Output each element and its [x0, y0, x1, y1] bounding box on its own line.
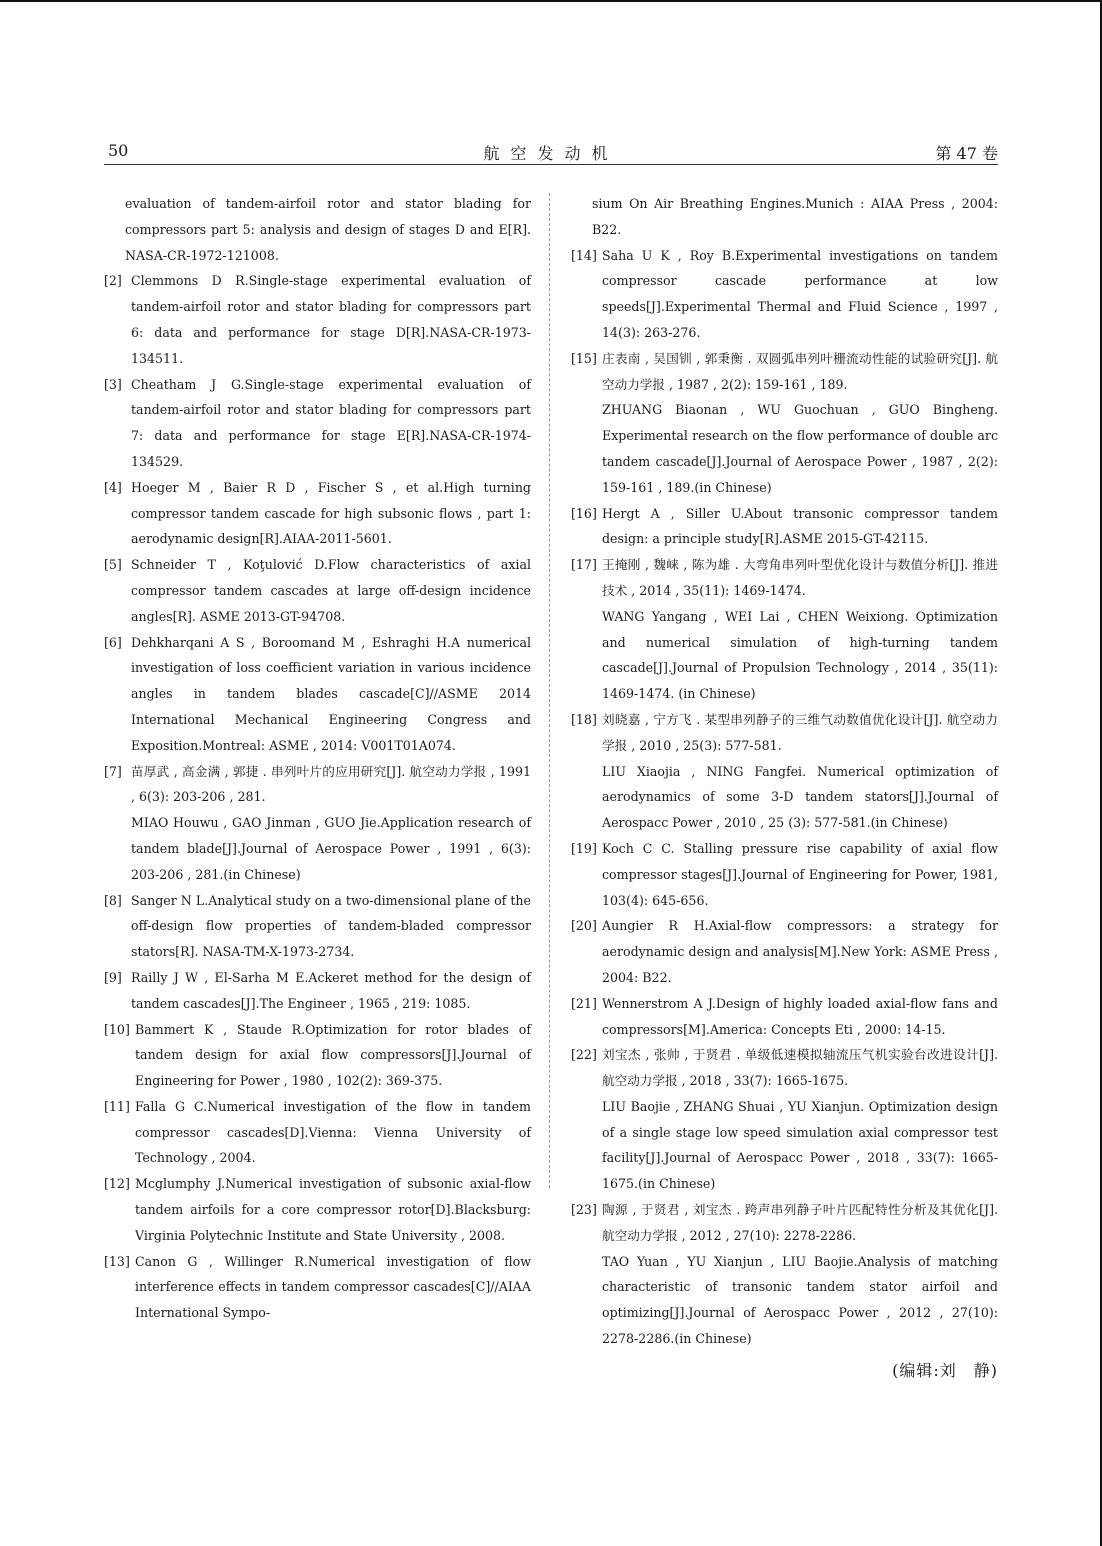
reference-number: [13] [104, 1253, 130, 1269]
reference-entry [571, 913, 998, 990]
reference-entry [571, 552, 998, 707]
reference-number: [5] [104, 557, 122, 573]
reference-text: evaluation of tandem-airfoil rotor and stator blading for compressors part 5: analysis and design of stages D and E[R]. NASA-CR-1972-121008. [125, 196, 531, 263]
reference-entry [571, 707, 998, 836]
reference-english-translation: WANG Yangang , WEI Lai , CHEN Weixiong. Optimization and numerical simulation of high-turning tandem cascade[J].Journal of Propulsion Technology , 2014 , 35(11): 1469-1474. (in Chinese) [602, 608, 998, 702]
reference-text: 王掩刚 , 魏崃 , 陈为雄 . 大弯角串列叶型优化设计与数值分析[J]. 推进技术 , 2014 , 35(11): 1469-1474. [602, 557, 998, 598]
reference-number: [17] [571, 557, 597, 573]
reference-text: 苗厚武 , 高金满 , 郭捷 . 串列叶片的应用研究[J]. 航空动力学报 , 1991 , 6(3): 203-206 , 281. [131, 763, 531, 805]
reference-number: [16] [571, 505, 597, 521]
reference-number: [12] [104, 1176, 130, 1192]
reference-english-translation: ZHUANG Biaonan , WU Guochuan , GUO Bingheng. Experimental research on the flow performance of double arc tandem cascade[J].Journal of Aerospace Power , 1987 , 2(2): 159-161 , 189.(in Chinese) [602, 402, 998, 495]
reference-text: Saha U K , Roy B.Experimental investigations on tandem compressor cascade performance at low speeds[J].Experimental Thermal and Fluid Science , 1997 , 14(3): 263-276. [602, 247, 998, 340]
reference-number: [9] [104, 969, 122, 985]
reference-entry [104, 1017, 531, 1094]
reference-number: [3] [104, 376, 122, 392]
reference-text: 刘宝杰 , 张帅 , 于贤君 . 单级低速模拟轴流压气机实验台改进设计[J]. 航空动力学报 , 2018 , 33(7): 1665-1675. [602, 1047, 998, 1089]
reference-entry [571, 991, 998, 1043]
reference-number: [8] [104, 892, 122, 908]
reference-english-translation: TAO Yuan , YU Xianjun , LIU Baojie.Analysis of matching characteristic of transonic tandem stator airfoil and optimizing[J].Journal of Aerospacc Power , 2012 , 27(10): 2278-2286.(in Chinese) [602, 1253, 998, 1347]
reference-text: sium On Air Breathing Engines.Munich : AIAA Press , 2004: B22. [592, 196, 998, 237]
reference-number: [15] [571, 350, 597, 366]
reference-entry [104, 372, 531, 475]
reference-english-translation: LIU Baojie , ZHANG Shuai , YU Xianjun. Optimization design of a single stage low speed simulation axial compressor test facility[J].Journal of Aerospacc Power , 2018 , 33(7): 1665-1675.(in Chinese) [602, 1098, 998, 1192]
reference-number: [2] [104, 273, 122, 289]
reference-entry [571, 1197, 998, 1352]
reference-text: Canon G , Willinger R.Numerical investigation of flow interference effects in tandem compressor cascades[C]//AIAA International Sympo- [135, 1253, 531, 1321]
reference-text: Schneider T , Koţulović D.Flow characteristics of axial compressor tandem cascades at large off-design incidence angles[R]. ASME 2013-GT-94708. [131, 557, 531, 624]
reference-number: [21] [571, 995, 597, 1011]
reference-entry [571, 836, 998, 913]
reference-number: [7] [104, 763, 122, 779]
reference-entry [571, 501, 998, 553]
reference-entry [104, 759, 531, 888]
reference-text: Railly J W , El-Sarha M E.Ackeret method for the design of tandem cascades[J].The Engineer , 1965 , 219: 1085. [131, 969, 531, 1011]
reference-entry [571, 191, 998, 243]
reference-text: Dehkharqani A S , Boroomand M , Eshraghi H.A numerical investigation of loss coefficient variation in various incidence angles in tandem blades cascade[C]//ASME 2014 International Mechanical Engineering Congress and Exposition.Montreal: ASME , 2014: V001T01A074. [131, 634, 531, 753]
reference-number: [20] [571, 918, 597, 934]
references-right-column [571, 191, 998, 1384]
reference-number: [14] [571, 247, 597, 263]
editor-credit: (编辑:刘 静) [892, 1360, 998, 1380]
reference-number: [22] [571, 1047, 597, 1063]
reference-text: Clemmons D R.Single-stage experimental evaluation of tandem-airfoil rotor and stator blading for compressors part 6: data and performance for stage D[R].NASA-CR-1973-134511. [131, 273, 531, 366]
page-number: 50 [108, 141, 129, 160]
reference-entry [571, 1042, 998, 1197]
references-left-column [104, 191, 531, 1326]
reference-entry [571, 243, 998, 346]
reference-text: Hergt A , Siller U.About transonic compressor tandem design: a principle study[R].ASME 2015-GT-42115. [602, 505, 998, 547]
reference-text: Aungier R H.Axial-flow compressors: a strategy for aerodynamic design and analysis[M].New York: ASME Press , 2004: B22. [602, 918, 998, 985]
reference-text: Falla G C.Numerical investigation of the flow in tandem compressor cascades[D].Vienna: Vienna University of Technology , 2004. [135, 1098, 531, 1166]
journal-title: 航空发动机 [483, 144, 619, 163]
reference-text: Wennerstrom A J.Design of highly loaded axial-flow fans and compressors[M].America: Concepts Eti , 2000: 14-15. [602, 995, 998, 1037]
reference-english-translation: MIAO Houwu , GAO Jinman , GUO Jie.Application research of tandem blade[J].Journal of Aerospace Power , 1991 , 6(3): 203-206 , 281.(in Chinese) [131, 815, 531, 882]
reference-text: Cheatham J G.Single-stage experimental evaluation of tandem-airfoil rotor and stator blading for compressors part 7: data and performance for stage E[R].NASA-CR-1974-134529. [131, 376, 531, 469]
reference-entry [104, 965, 531, 1017]
reference-number: [19] [571, 840, 597, 856]
reference-entry [104, 191, 531, 268]
reference-text: Mcglumphy J.Numerical investigation of subsonic axial-flow tandem airfoils for a core compressor rotor[D].Blacksburg: Virginia Polytechnic Institute and State University , 2008. [135, 1176, 531, 1243]
reference-number: [4] [104, 479, 122, 495]
reference-entry [571, 346, 998, 501]
reference-text: Bammert K , Staude R.Optimization for rotor blades of tandem design for axial flow compressors[J].Journal of Engineering for Power , 1980 , 102(2): 369-375. [135, 1021, 531, 1089]
reference-entry [104, 268, 531, 371]
reference-text: Hoeger M , Baier R D , Fischer S , et al.High turning compressor tandem cascade for high subsonic flows , part 1: aerodynamic design[R].AIAA-2011-5601. [131, 479, 531, 547]
reference-number: [23] [571, 1202, 597, 1218]
reference-entry [104, 888, 531, 965]
reference-entry [104, 552, 531, 629]
volume-label: 第 47 卷 [935, 144, 998, 163]
running-header [104, 138, 998, 164]
reference-entry [104, 1171, 531, 1248]
reference-text: Koch C C. Stalling pressure rise capability of axial flow compressor stages[J].Journal of Engineering for Power, 1981, 103(4): 645-656. [602, 840, 998, 908]
reference-number: [6] [104, 634, 122, 650]
reference-number: [11] [104, 1098, 130, 1114]
reference-entry [104, 475, 531, 552]
reference-entry [104, 630, 531, 759]
reference-text: 陶源 , 于贤君 , 刘宝杰 . 跨声串列静子叶片匹配特性分析及其优化[J]. 航空动力学报 , 2012 , 27(10): 2278-2286. [602, 1202, 998, 1243]
reference-number: [18] [571, 711, 597, 727]
reference-entry [104, 1094, 531, 1171]
reference-text: Sanger N L.Analytical study on a two-dimensional plane of the off-design flow properties of tandem-bladed compressor stators[R]. NASA-TM-X-1973-2734. [131, 892, 531, 960]
reference-english-translation: LIU Xiaojia , NING Fangfei. Numerical optimization of aerodynamics of some 3-D tandem stators[J].Journal of Aerospacc Power , 2010 , 25 (3): 577-581.(in Chinese) [602, 763, 998, 831]
reference-number: [10] [104, 1021, 130, 1037]
page-top-border [0, 0, 1102, 2]
column-divider [549, 193, 550, 1188]
reference-text: 刘晓嘉 , 宁方飞 . 某型串列静子的三维气动数值优化设计[J]. 航空动力学报 , 2010 , 25(3): 577-581. [602, 711, 998, 753]
reference-entry [104, 1249, 531, 1326]
header-rule [104, 164, 998, 165]
reference-text: 庄表南 , 吴国钏 , 郭秉衡 . 双圆弧串列叶栅流动性能的试验研究[J]. 航空动力学报 , 1987 , 2(2): 159-161 , 189. [602, 350, 998, 392]
